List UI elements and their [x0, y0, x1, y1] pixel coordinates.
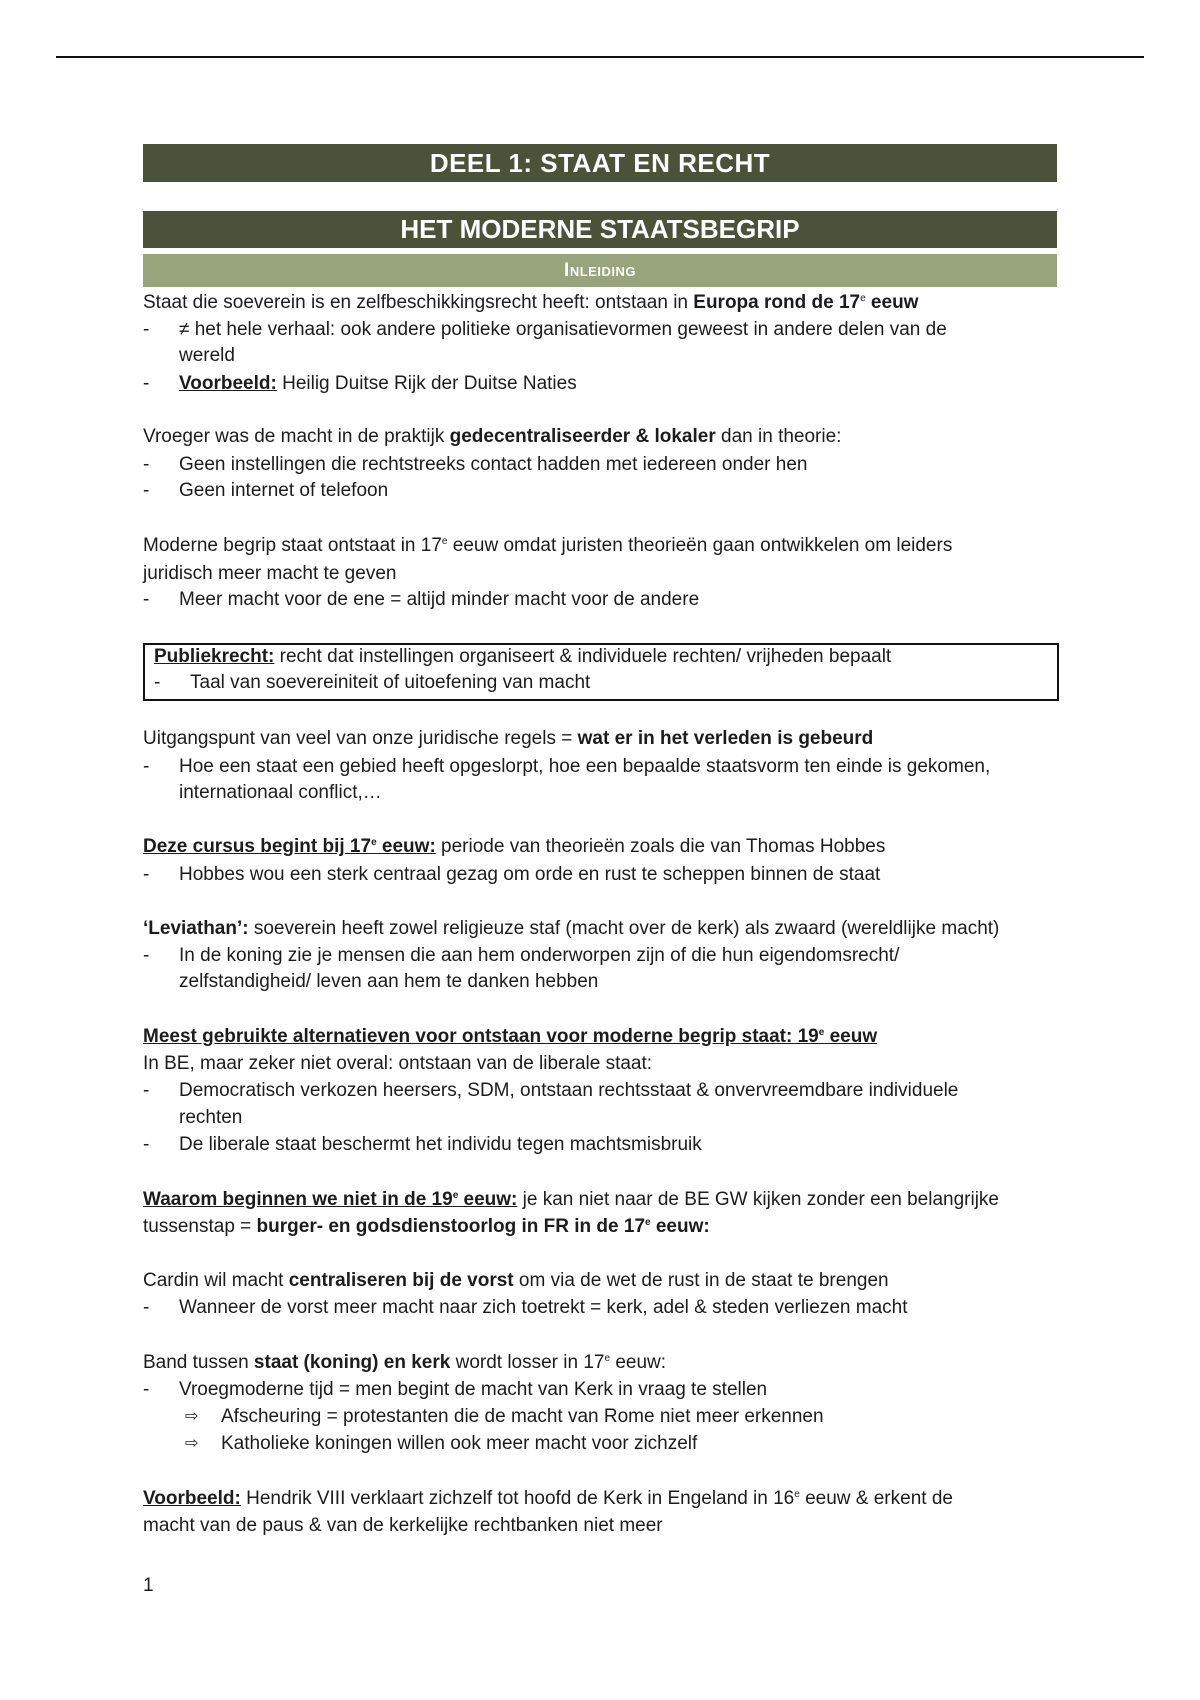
bullet-item: - Meer macht voor de ene = altijd minder macht voor de andere	[179, 587, 1059, 613]
paragraph-line: Staat die soeverein is en zelfbeschikkingsrecht heeft: ontstaan in Europa rond de 17e eeuw	[143, 292, 919, 313]
paragraph-line: In BE, maar zeker niet overal: ontstaan van de liberale staat:	[143, 1053, 653, 1074]
bullet-item-continuation: rechten	[179, 1107, 243, 1128]
bullet-item: - Democratisch verkozen heersers, SDM, ontstaan rechtsstaat & onvervreemdbare individuele	[179, 1078, 1059, 1104]
bullet-item: - De liberale staat beschermt het individu tegen machtsmisbruik	[179, 1132, 1059, 1158]
paragraph-line: Cardin wil macht centraliseren bij de vorst om via de wet de rust in de staat te brengen	[143, 1270, 889, 1291]
arrow-sub-item: ⇨ Afscheuring = protestanten die de macht van Rome niet meer erkennen	[221, 1404, 1135, 1430]
bullet-item: - ≠ het hele verhaal: ook andere politieke organisatievormen geweest in andere delen van de	[179, 317, 1059, 343]
bullet-item-continuation: internationaal conflict,…	[179, 782, 382, 803]
paragraph-line: juridisch meer macht te geven	[143, 563, 397, 584]
page-number: 1	[143, 1575, 154, 1596]
bullet-item: - Geen internet of telefoon	[179, 478, 1059, 504]
section-heading: Inleiding	[143, 254, 1057, 287]
header-rule	[56, 56, 1144, 58]
bullet-item: - Hobbes wou een sterk centraal gezag om orde en rust te scheppen binnen de staat	[179, 862, 1059, 888]
arrow-sub-item: ⇨ Katholieke koningen willen ook meer macht voor zichzelf	[221, 1431, 1135, 1457]
definition-line: Publiekrecht: recht dat instellingen organiseert & individuele rechten/ vrijheden bepaalt	[154, 646, 892, 667]
subheading: Meest gebruikte alternatieven voor ontstaan voor moderne begrip staat: 19e eeuw	[143, 1026, 878, 1047]
bullet-item: - Wanneer de vorst meer macht naar zich toetrekt = kerk, adel & steden verliezen macht	[179, 1295, 1059, 1321]
bullet-item: - Taal van soevereiniteit of uitoefening van macht	[190, 670, 1070, 696]
bullet-item-continuation: zelfstandigheid/ leven aan hem te danken hebben	[179, 971, 599, 992]
paragraph-line: Voorbeeld: Hendrik VIII verklaart zichzelf tot hoofd de Kerk in Engeland in 16e eeuw & erkent de	[143, 1488, 953, 1509]
bullet-item-continuation: wereld	[179, 345, 235, 366]
paragraph-line: Vroeger was de macht in de praktijk gedecentraliseerder & lokaler dan in theorie:	[143, 426, 842, 447]
bullet-item: - In de koning zie je mensen die aan hem onderworpen zijn of die hun eigendomsrecht/	[179, 943, 1059, 969]
paragraph-line: Uitgangspunt van veel van onze juridische regels = wat er in het verleden is gebeurd	[143, 728, 874, 749]
paragraph-line: Band tussen staat (koning) en kerk wordt losser in 17e eeuw:	[143, 1352, 667, 1373]
part-heading: DEEL 1: STAAT EN RECHT	[143, 144, 1057, 182]
chapter-heading: HET MODERNE STAATSBEGRIP	[143, 211, 1057, 248]
bullet-item: - Vroegmoderne tijd = men begint de macht van Kerk in vraag te stellen	[179, 1377, 1059, 1403]
paragraph-line: Deze cursus begint bij 17e eeuw: periode van theorieën zoals die van Thomas Hobbes	[143, 836, 886, 857]
paragraph-line: Moderne begrip staat ontstaat in 17e eeuw omdat juristen theorieën gaan ontwikkelen om leiders	[143, 535, 953, 556]
paragraph-line: ‘Leviathan’: soeverein heeft zowel religieuze staf (macht over de kerk) als zwaard (wereldlijke macht)	[143, 918, 1000, 939]
paragraph-line: macht van de paus & van de kerkelijke rechtbanken niet meer	[143, 1515, 663, 1536]
paragraph-line: tussenstap = burger- en godsdienstoorlog in FR in de 17e eeuw:	[143, 1216, 710, 1237]
bullet-item: - Voorbeeld: Heilig Duitse Rijk der Duitse Naties	[179, 371, 1059, 397]
bullet-item: - Hoe een staat een gebied heeft opgeslorpt, hoe een bepaalde staatsvorm ten einde is gekomen,	[179, 754, 1059, 780]
bullet-item: - Geen instellingen die rechtstreeks contact hadden met iedereen onder hen	[179, 452, 1059, 478]
paragraph-line: Waarom beginnen we niet in de 19e eeuw: je kan niet naar de BE GW kijken zonder een belangrijke	[143, 1189, 999, 1210]
